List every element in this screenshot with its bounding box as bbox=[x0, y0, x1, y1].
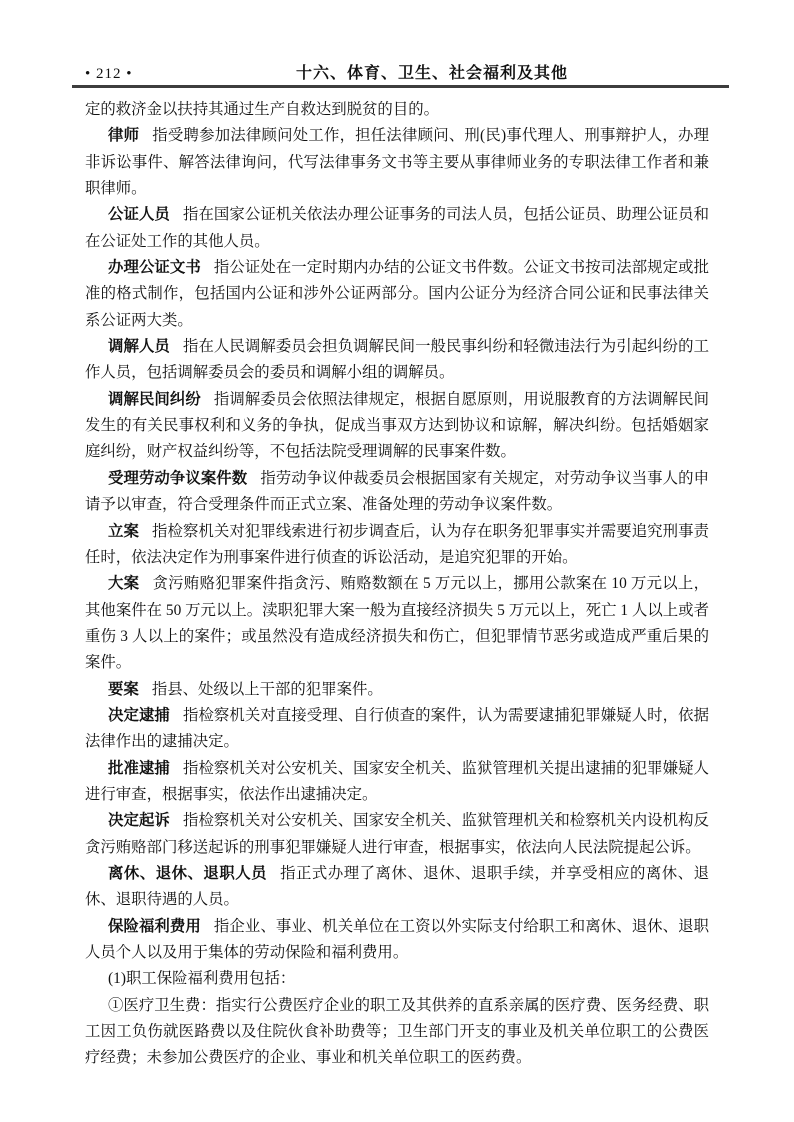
term-definition: 指在国家公证机关依法办理公证事务的司法人员，包括公证员、助理公证员和在公证处工作的其他人员。 bbox=[85, 206, 709, 250]
definitions-list bbox=[85, 97, 709, 1072]
header-divider bbox=[72, 85, 729, 88]
term-definition: 指受聘参加法律顾问处工作，担任法律顾问、刑(民)事代理人、刑事辩护人，办理非诉讼事件、解答法律询问，代写法律事务文书等主要从事律师业务的专职法律工作者和兼职律师。 bbox=[85, 127, 709, 198]
page-number: • 212 • bbox=[85, 66, 133, 82]
definition-paragraph bbox=[85, 255, 709, 334]
term-definition: 定的救济金以扶持其通过生产自救达到脱贫的目的。 bbox=[85, 101, 439, 118]
term-definition: 指劳动争议仲裁委员会根据国家有关规定，对劳动争议当事人的申请予以审查，符合受理条件而正式立案、准备处理的劳动争议案件数。 bbox=[85, 469, 709, 514]
term-definition: 指检察机关对直接受理、自行侦查的案件，认为需要逮捕犯罪嫌疑人时，依据法律作出的逮捕决定。 bbox=[85, 706, 709, 751]
definition-paragraph bbox=[85, 703, 709, 756]
definition-paragraph bbox=[85, 914, 709, 967]
term-label: 大案 bbox=[108, 575, 140, 593]
definition-paragraph bbox=[85, 861, 709, 914]
definition-paragraph bbox=[85, 677, 709, 703]
term-label: 立案 bbox=[108, 522, 139, 540]
term-definition: (1)职工保险福利费用包括： bbox=[108, 970, 296, 988]
term-label: 决定逮捕 bbox=[108, 706, 170, 724]
definition-paragraph bbox=[85, 993, 709, 1072]
term-definition: ①医疗卫生费：指实行公费医疗企业的职工及其供养的直系亲属的医疗费、医务经费、职工因工负伤就医路费以及住院伙食补助费等；卫生部门开支的事业及机关单位职工的公费医疗经费；未参加公费医疗的企业、事业和机关单位职工的医药费。 bbox=[85, 996, 709, 1067]
definition-paragraph bbox=[85, 808, 709, 861]
term-definition: 指在人民调解委员会担负调解民间一般民事纠纷和轻微违法行为引起纠纷的工作人员，包括调解委员会的委员和调解小组的调解员。 bbox=[85, 338, 709, 382]
term-label: 律师 bbox=[108, 127, 140, 145]
definition-paragraph bbox=[85, 334, 709, 387]
page-header bbox=[85, 60, 709, 83]
term-label: 保险福利费用 bbox=[108, 917, 201, 935]
definition-paragraph bbox=[85, 519, 709, 572]
term-label: 要案 bbox=[108, 680, 139, 698]
term-definition: 指检察机关对公安机关、国家安全机关、监狱管理机关提出逮捕的犯罪嫌疑人进行审查，根据事实，依法作出逮捕决定。 bbox=[85, 759, 709, 803]
term-definition: 贪污贿赂犯罪案件指贪污、贿赂数额在 5 万元以上，挪用公款案在 10 万元以上，其他案件在 50 万元以上。渎职犯罪大案一般为直接经济损失 5 万元以上，死亡 1 人以上或者重伤 3 人以上的案件；或虽然没有造成经济损失和伤亡，但犯罪情节恶劣或造成严重后果的案件。 bbox=[85, 575, 709, 672]
term-label: 决定起诉 bbox=[108, 812, 170, 830]
definition-paragraph bbox=[85, 571, 709, 676]
section-title: 十六、体育、卫生、社会福利及其他 bbox=[295, 65, 568, 82]
term-definition: 指公证处在一定时期内办结的公证文书件数。公证文书按司法部规定或批准的格式制作，包括国内公证和涉外公证两部分。国内公证分为经济合同公证和民事法律关系公证两大类。 bbox=[85, 259, 709, 329]
definition-paragraph bbox=[85, 123, 709, 202]
term-label: 调解民间纠纷 bbox=[108, 390, 201, 408]
term-label: 受理劳动争议案件数 bbox=[108, 469, 248, 487]
definition-paragraph bbox=[85, 966, 709, 992]
term-definition: 指调解委员会依照法律规定，根据自愿原则，用说服教育的方法调解民间发生的有关民事权利和义务的争执，促成当事双方达到协议和谅解，解决纠纷。包括婚姻家庭纠纷，财产权益纠纷等，不包括法院受理调解的民事案件数。 bbox=[85, 390, 709, 461]
definition-paragraph bbox=[85, 466, 709, 519]
term-definition: 指检察机关对犯罪线索进行初步调查后，认为存在职务犯罪事实并需要追究刑事责任时，依法决定作为刑事案件进行侦查的诉讼活动，是追究犯罪的开始。 bbox=[85, 522, 709, 566]
definition-paragraph bbox=[85, 97, 709, 123]
term-label: 办理公证文书 bbox=[108, 259, 201, 277]
term-label: 调解人员 bbox=[108, 338, 170, 356]
term-label: 公证人员 bbox=[108, 206, 170, 224]
term-definition: 指检察机关对公安机关、国家安全机关、监狱管理机关和检察机关内设机构反贪污贿赂部门移送起诉的刑事犯罪嫌疑人进行审查，根据事实，依法向人民法院提起公诉。 bbox=[85, 812, 709, 856]
term-definition: 指企业、事业、机关单位在工资以外实际支付给职工和离休、退休、退职人员个人以及用于集体的劳动保险和福利费用。 bbox=[85, 917, 709, 961]
definition-paragraph bbox=[85, 756, 709, 809]
term-label: 批准逮捕 bbox=[108, 759, 170, 777]
term-definition: 指县、处级以上干部的犯罪案件。 bbox=[151, 680, 383, 698]
term-label: 离休、退休、退职人员 bbox=[108, 864, 268, 882]
term-definition: 指正式办理了离休、退休、退职手续，并享受相应的离休、退休、退职待遇的人员。 bbox=[85, 864, 709, 909]
definition-paragraph bbox=[85, 202, 709, 255]
definition-paragraph bbox=[85, 387, 709, 466]
